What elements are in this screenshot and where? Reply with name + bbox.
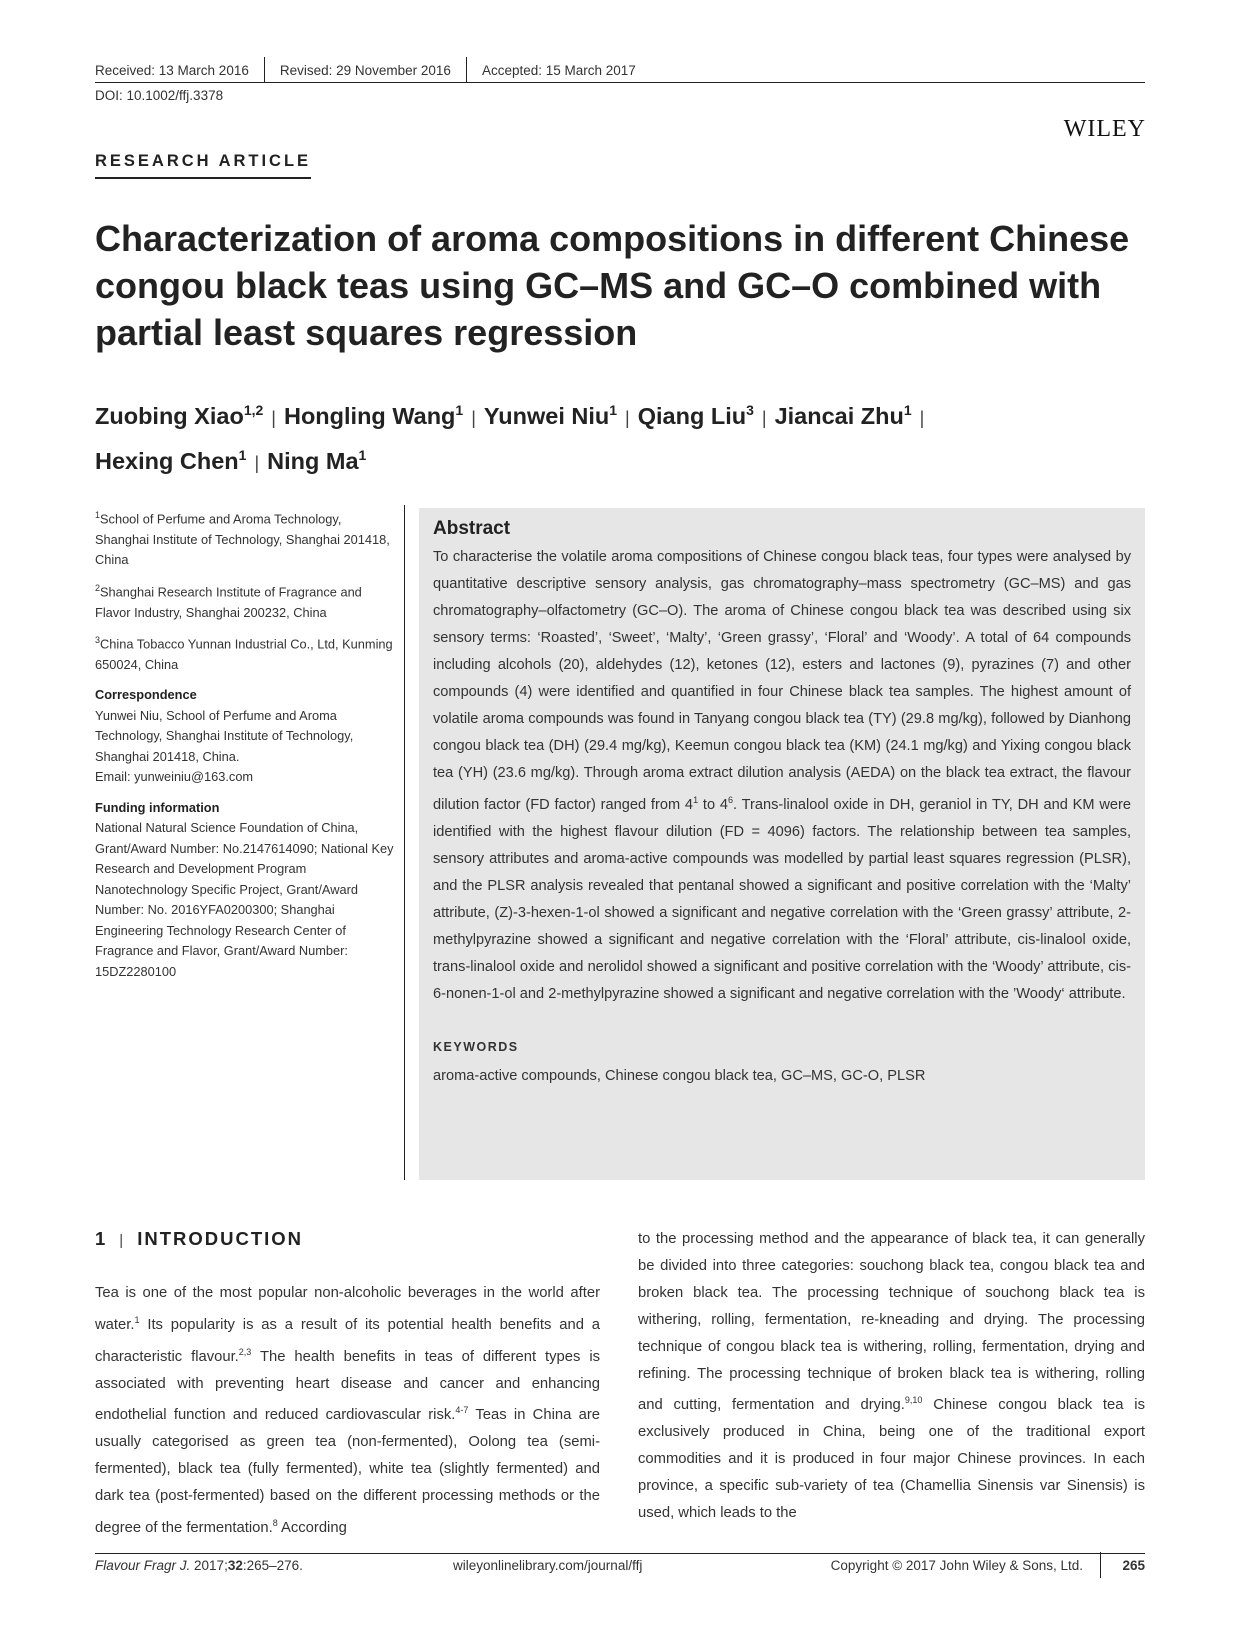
section-separator: | — [119, 1232, 126, 1249]
citation[interactable]: 4-7 — [455, 1405, 469, 1416]
author[interactable]: Qiang Liu$^3$ — [637, 402, 754, 429]
citation[interactable]: 1 — [134, 1314, 140, 1325]
journal-url[interactable]: wileyonlinelibrary.com/journal/ffj — [453, 1558, 643, 1573]
abstract-text: To characterise the volatile aroma compositions of Chinese congou black teas, four types were analysed by quantitative descriptive sensory analysis, gas chromatography–mass spectrometry (GC–MS) and gas chromatography–olfactometry (GC–O). The aroma of Chinese congou black tea was described using six sensory terms: ‘Roasted’, ‘Sweet’, ‘Malty’, ‘Green grassy’, ‘Floral’ and ‘Woody’. A total of 64 compounds including alcohols (20), aldehydes (12), ketones (12), esters and lactones (9), pyrazines (7) and other compounds (4) were identified and quantified in four Chinese black tea samples. The highest amount of volatile aroma compounds was found in Tanyang congou black tea (TY) (29.8 mg/kg), followed by Dianhong congou black tea (DH) (29.4 mg/kg), Keemun congou black tea (KM) (24.1 mg/kg) and Yixing congou black tea (YH) (23.6 mg/kg). Through aroma extract dilution analysis (AEDA) on the black tea extract, the flavour dilution factor (FD factor) ranged from $4^1$ to $4^6$. Trans-linalool oxide in DH, geraniol in TY, DH and KM were identified with the highest flavour dilution (FD = 4096) factors. The relationship between tea samples, sensory attributes and aroma-active compounds was modelled by partial least squares regression (PLSR), and the PLSR analysis revealed that pentanal showed a significant and positive correlation with the ‘Malty’ attribute, (Z)-3-hexen-1-ol showed a significant and negative correlation with the ‘Green grassy’ attribute, 2-methylpyrazine showed a significant and negative correlation with the ‘Floral’ attribute, cis-linalool oxide, trans-linalool oxide and nerolidol showed a significant and positive correlation with the ‘Woody’ attribute, cis-6-nonen-1-ol and 2-methylpyrazine showed a significant and negative correlation with the ’Woody‘ attribute. — [433, 549, 1131, 1002]
column-divider — [404, 505, 405, 1180]
keywords-heading: KEYWORDS — [433, 1039, 519, 1054]
affiliation: $^1$School of Perfume and Aroma Technology, Shanghai Institute of Technology, Shanghai 201418, China — [95, 510, 390, 568]
author-separator: | — [271, 407, 276, 428]
keywords-list: aroma-active compounds, Chinese congou black tea, GC–MS, GC-O, PLSR — [433, 1067, 926, 1084]
author[interactable]: Hexing Chen$^1$ — [95, 446, 247, 474]
author[interactable]: Yunwei Niu$^1$ — [483, 402, 618, 429]
article-type: RESEARCH ARTICLE — [95, 152, 311, 179]
correspondence-text: Yunwei Niu, School of Perfume and Aroma Technology, Shanghai Institute of Technology, Shanghai 201418, China. — [95, 707, 354, 764]
author-separator: | — [761, 407, 767, 428]
author-separator: | — [625, 407, 630, 428]
affiliation: $^2$Shanghai Research Institute of Fragrance and Flavor Industry, Shanghai 200232, China — [95, 582, 362, 620]
author[interactable]: Hongling Wang$^1$ — [283, 402, 464, 429]
citation[interactable]: 2,3 — [238, 1346, 252, 1357]
author-separator: | — [254, 452, 260, 473]
footer-rule — [95, 1553, 1145, 1554]
author[interactable]: Ning Ma$^1$ — [267, 446, 367, 474]
correspondence-heading: Correspondence — [95, 687, 197, 703]
divider — [264, 57, 265, 83]
author-separator: | — [471, 407, 476, 428]
citation[interactable]: 8 — [272, 1518, 278, 1529]
abstract-box — [419, 508, 1145, 1180]
correspondence-email[interactable]: Email: yunweiniu@163.com — [95, 769, 254, 785]
citation[interactable]: 9,10 — [904, 1395, 923, 1406]
section-number: 1 — [95, 1228, 108, 1249]
header-rule — [95, 82, 1145, 83]
article-title: Characterization of aroma compositions in different Chinese congou black teas using GC–MS and GC–O combined with partial least squares regression — [95, 218, 1130, 353]
doi[interactable]: DOI: 10.1002/ffj.3378 — [95, 88, 224, 103]
intro-paragraph-left: Tea is one of the most popular non-alcoholic beverages in the world after water.$^1$ Its popularity is as a result of its potential health benefits and a characteristic flavour.$^{2,3}$ The health benefits in teas of different types is associated with preventing heart disease and cancer and enhancing endothelial function and reduced cardiovascular risk.$^{4-7}$ Teas in China are usually categorised as green tea (non-fermented), Oolong tea (semi-fermented), black tea (fully fermented), white tea (slightly fermented) and dark tea (post-fermented) based on the different processing methods or the degree of the fermentation.$^8$ According — [95, 1285, 601, 1536]
author[interactable]: Jiancai Zhu$^1$ — [774, 402, 912, 429]
funding-heading: Funding information — [95, 799, 220, 815]
page-number: 265 — [1122, 1558, 1145, 1573]
author[interactable]: Zuobing Xiao$^{1,2}$ — [95, 402, 264, 429]
intro-paragraph-right: to the processing method and the appearance of black tea, it can generally be divided into three categories: souchong black tea, congou black tea and broken black tea. The processing technique of souchong black tea is withering, rolling, fermentation, re-kneading and drying. The processing technique of congou black tea is withering, rolling, fermentation, drying and refining. The processing technique of broken black tea is withering, rolling and cutting, fermentation and drying.$^{9,10}$ Chinese congou black tea is exclusively produced in China, being one of the traditional export commodities and it is produced in four major Chinese provinces. In each province, a specific sub-variety of tea (Chamellia Sinensis var Sinensis) is used, which leads to the — [638, 1231, 1145, 1521]
article-info-column — [95, 505, 395, 989]
section-title: INTRODUCTION — [137, 1228, 304, 1249]
journal-citation: Flavour Fragr J. 2017;32:265–276. — [95, 1558, 303, 1573]
funding-text: National Natural Science Foundation of China, Grant/Award Number: No.2147614090; National Key Research and Development Program Nanotechnology Specific Project, Grant/Award Number: No. 2016YFA0200300; Shanghai Engineering Technology Research Center of Fragrance and Flavor, Grant/Award Number: 15DZ2280100 — [95, 820, 394, 979]
author-separator: | — [919, 407, 925, 428]
received-date: Received: 13 March 2016 — [95, 62, 249, 78]
revised-date: Revised: 29 November 2016 — [279, 62, 451, 78]
divider — [466, 57, 467, 83]
abstract-heading: Abstract — [433, 518, 511, 539]
section-heading — [95, 1228, 303, 1250]
publisher-logo: WILEY — [1063, 116, 1146, 142]
affiliation: $^3$China Tobacco Yunnan Industrial Co., Ltd, Kunming 650024, China — [95, 635, 393, 672]
copyright: Copyright © 2017 John Wiley & Sons, Ltd. — [830, 1558, 1083, 1573]
divider — [1100, 1552, 1101, 1578]
accepted-date: Accepted: 15 March 2017 — [481, 62, 636, 78]
author-list — [95, 392, 1145, 482]
article-history — [95, 57, 636, 83]
